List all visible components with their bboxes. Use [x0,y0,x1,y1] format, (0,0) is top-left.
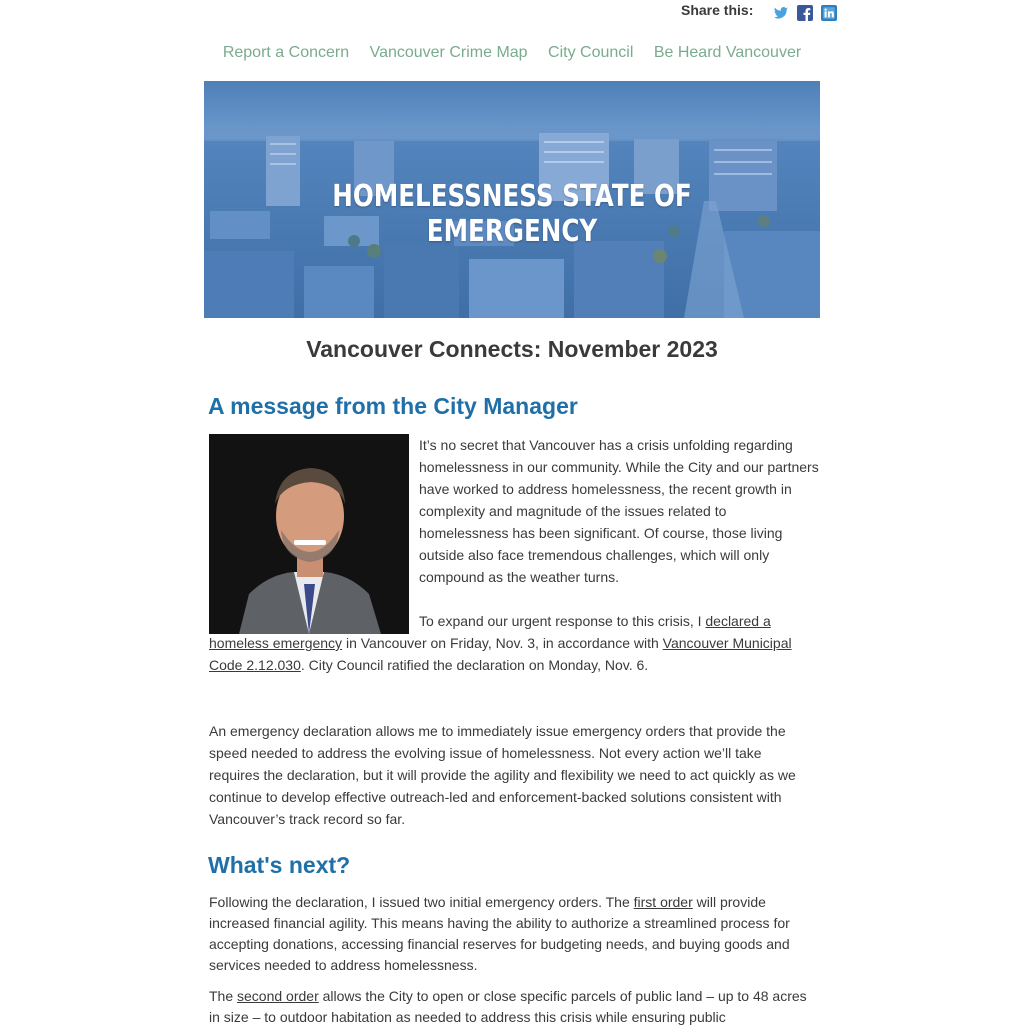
linkedin-icon[interactable] [821,5,837,21]
next-paragraph-2: The second order allows the City to open or close specific parcels of public land – up to 48 acres in size – to outdoor habitation as needed to address this crisis while ensuring public [209,988,807,1025]
message-paragraph-2: To expand our urgent response to this crisis, I declared a homeless emergency in Vancouver on Friday, Nov. 3, in accordance with Vancouver Municipal Code 2.12.030. City Council ratified the declaration on Monday, Nov. 6. [209,613,792,673]
municipal-code-link[interactable]: Vancouver Municipal Code 2.12.030 [209,635,792,673]
top-nav [0,44,1024,62]
facebook-icon[interactable] [797,5,813,21]
whats-next-heading: What's next? [208,852,351,878]
declared-emergency-link[interactable]: declared a homeless emergency [209,613,771,651]
nav-crime-map[interactable]: Vancouver Crime Map [369,44,528,61]
message-paragraph-1: It’s no secret that Vancouver has a crisis unfolding regarding homelessness in our community. While the City and our partners have worked to address homelessness, the recent growth in complexity and magnitude of the issues related to homelessness has been significant. Of course, those living outside also face tremendous challenges, which will only compound as the weather turns. [419,437,819,585]
hero-title: HOMELESSNESS STATE OF EMERGENCY [332,179,692,249]
hero-banner [204,81,820,318]
nav-report-concern[interactable]: Report a Concern [222,44,350,61]
nav-city-council[interactable]: City Council [548,44,634,61]
next-paragraph-1: Following the declaration, I issued two initial emergency orders. The first order will provide increased financial agility. This means having the ability to authorize a streamlined process for accepting donations, accessing financial reserves for budgeting needs, and buying goods and services needed to address homelessness. [209,894,790,973]
twitter-icon[interactable] [773,5,789,21]
share-label: Share this: [681,2,754,18]
second-order-link[interactable]: second order [237,988,319,1004]
share-bar [681,3,837,21]
message-paragraph-3: An emergency declaration allows me to immediately issue emergency orders that provide the speed needed to address the evolving issue of homelessness. Not every action we’ll take requires the declaration, but it will provide the agility and flexibility we need to act quickly as we continue to develop effective outreach-led and enforcement-backed solutions consistent with Vancouver’s track record so far. [209,723,796,827]
first-order-link[interactable]: first order [633,894,693,910]
nav-be-heard[interactable]: Be Heard Vancouver [653,44,802,61]
newsletter-title: Vancouver Connects: November 2023 [306,336,718,362]
city-manager-portrait [209,434,409,634]
message-heading: A message from the City Manager [208,393,578,419]
